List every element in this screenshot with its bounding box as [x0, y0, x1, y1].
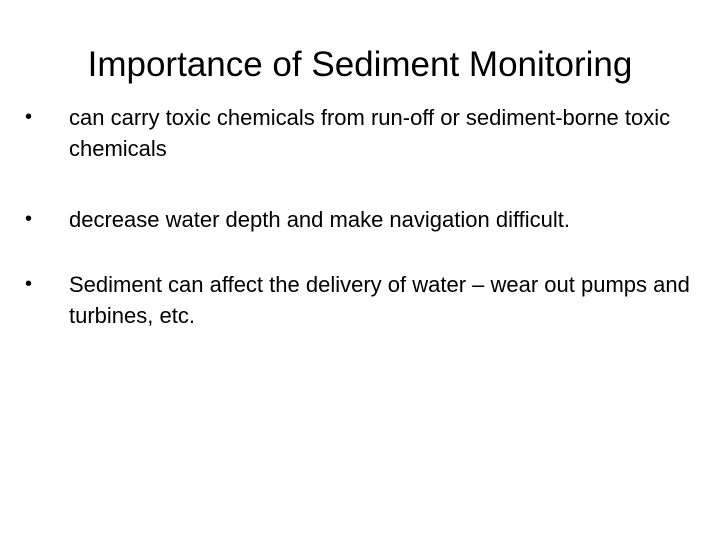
bullet-icon: • — [25, 208, 33, 230]
bullet-item — [18, 102, 698, 164]
slide-title: Importance of Sediment Monitoring — [87, 45, 633, 84]
bullet-text: Sediment can affect the delivery of water – wear out pumps and turbines, etc. — [69, 272, 690, 328]
bullet-item — [18, 269, 698, 331]
bullet-icon: • — [25, 273, 33, 295]
bullet-text: decrease water depth and make navigation difficult. — [69, 207, 571, 232]
bullet-text: can carry toxic chemicals from run-off or sediment-borne toxic chemicals — [69, 105, 671, 161]
bullet-icon: • — [25, 106, 33, 128]
bullet-list — [18, 102, 698, 365]
bullet-item — [18, 204, 698, 235]
